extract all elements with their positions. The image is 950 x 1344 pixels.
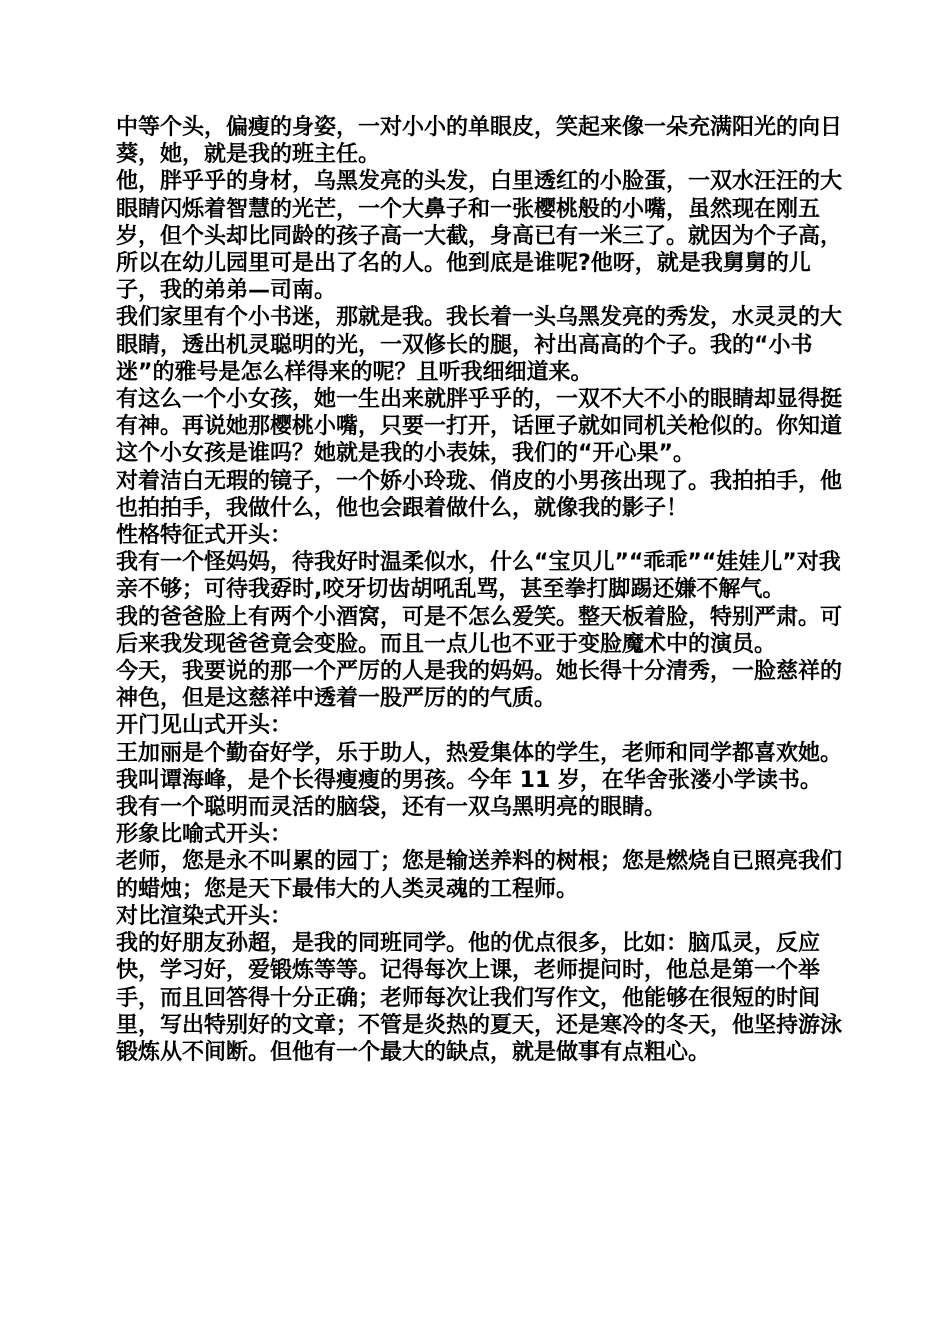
- paragraph-bookworm: 我们家里有个小书迷，那就是我。我长着一头乌黑发亮的秀发，水灵灵的大眼睛，透出机灵聪明的光，一双修长的腿，衬出高高的个子。我的“小书迷”的雅号是怎么样得来的呢？且听我细细道来。: [116, 305, 843, 385]
- paragraph-wang-jiali: 王加丽是个勤奋好学，乐于助人，热爱集体的学生，老师和同学都喜欢她。: [116, 740, 843, 766]
- paragraph-teacher-description: 中等个头，偏瘦的身姿，一对小小的单眼皮，笑起来像一朵充满阳光的向日葵，她，就是我的班主任。: [116, 115, 843, 168]
- paragraph-strict-mom: 今天，我要说的那一个严厉的人是我的妈妈。她长得十分清秀，一脸慈祥的神色，但是这慈祥中透着一股严厉的的气质。: [116, 659, 843, 712]
- section-heading-metaphor: 形象比喻式开头：: [116, 822, 293, 848]
- section-heading-contrast: 对比渲染式开头：: [116, 903, 293, 929]
- paragraph-cousin-sinan: 他，胖乎乎的身材，乌黑发亮的头发，白里透红的小脸蛋，一双水汪汪的大眼睛闪烁着智慧的光芒，一个大鼻子和一张樱桃般的小嘴，虽然现在刚五岁，但个头却比同龄的孩子高一大截，身高已有一米三了。就因为个子高，所以在幼儿园里可是出了名的人。他到底是谁呢?他呀，就是我舅舅的儿子，我的弟弟—司南。: [116, 169, 843, 304]
- paragraph-strange-mom: 我有一个怪妈妈，待我好时温柔似水，什么“宝贝儿”“乖乖”“娃娃儿”对我亲不够；可待我孬时,咬牙切齿胡吼乱骂，甚至拳打脚踢还嫌不解气。: [116, 550, 841, 603]
- section-heading-direct: 开门见山式开头：: [116, 713, 293, 739]
- document-body: [116, 114, 842, 1066]
- section-heading-personality: 性格特征式开头：: [116, 523, 293, 549]
- paragraph-sun-chao: 我的好朋友孙超，是我的同班同学。他的优点很多，比如：脑瓜灵，反应快，学习好，爱锻炼等等。记得每次上课，老师提问时，他总是第一个举手，而且回答得十分正确；老师每次让我们写作文，他能够在很短的时间里，写出特别好的文章；不管是炎热的夏天，还是寒冷的冬天，他坚持游泳锻炼从不间断。但他有一个最大的缺点，就是做事有点粗心。: [116, 931, 843, 1065]
- paragraph-tan-haifeng: 我叫谭海峰，是个长得瘦瘦的男孩。今年 11 岁，在华舍张溇小学读书。我有一个聪明而灵活的脑袋，还有一双乌黑明亮的眼睛。: [116, 767, 822, 821]
- paragraph-dad-dimples: 我的爸爸脸上有两个小酒窝，可是不怎么爱笑。整天板着脸，特别严肃。可后来我发现爸爸竟会变脸。而且一点儿也不亚于变脸魔术中的演员。: [116, 604, 843, 657]
- paragraph-teacher-metaphor: 老师，您是永不叫累的园丁；您是输送养料的树根；您是燃烧自已照亮我们的蜡烛；您是天下最伟大的人类灵魂的工程师。: [116, 849, 843, 902]
- paragraph-little-cousin: 有这么一个小女孩，她一生出来就胖乎乎的，一双不大不小的眼睛却显得挺有神。再说她那樱桃小嘴，只要一打开，话匣子就如同机关枪似的。你知道这个小女孩是谁吗？她就是我的小表妹，我们的“开心果”。: [116, 387, 843, 467]
- paragraph-mirror-boy: 对着洁白无瑕的镜子，一个娇小玲珑、俏皮的小男孩出现了。我拍拍手，他也拍拍手，我做什么，他也会跟着做什么，就像我的影子！: [116, 468, 843, 521]
